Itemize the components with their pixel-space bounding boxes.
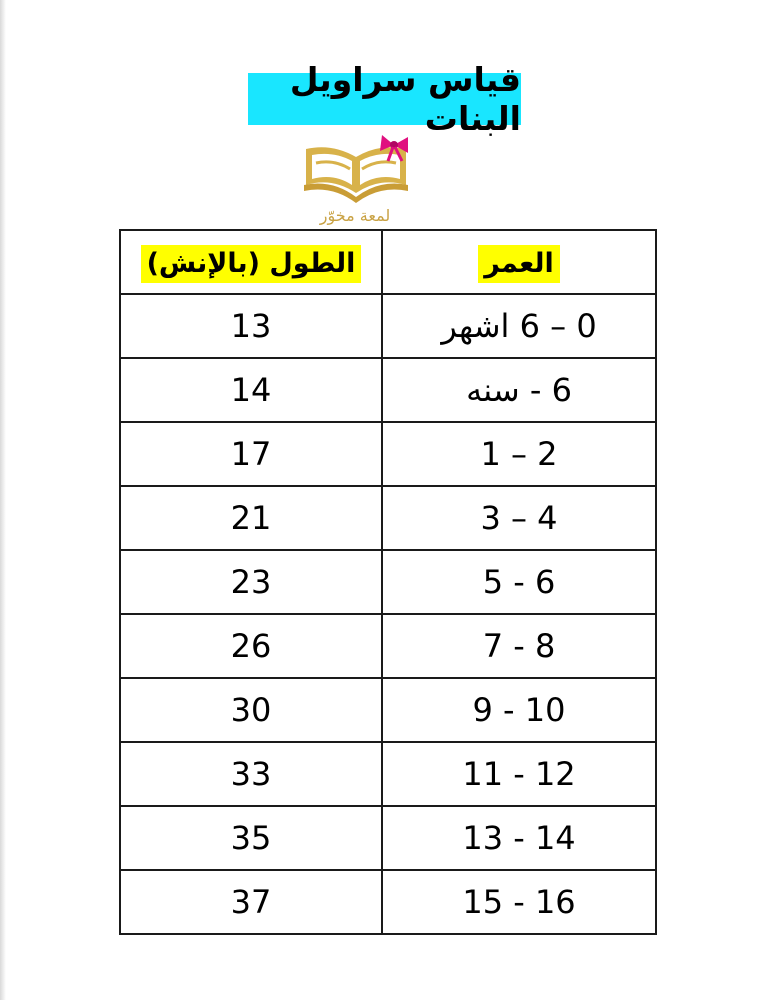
age-cell: 6 - سنه xyxy=(382,358,656,422)
table-header-row xyxy=(120,230,656,294)
book-bow-icon xyxy=(298,133,418,213)
age-cell: 13 - 14 xyxy=(382,806,656,870)
length-cell: 17 xyxy=(120,422,382,486)
table-row xyxy=(120,870,656,934)
length-cell: 37 xyxy=(120,870,382,934)
table-row xyxy=(120,742,656,806)
page-edge-shadow xyxy=(0,0,6,1000)
table-row xyxy=(120,294,656,358)
length-cell: 30 xyxy=(120,678,382,742)
length-cell: 13 xyxy=(120,294,382,358)
header-length: الطول (بالإنش) xyxy=(141,245,362,283)
length-cell: 35 xyxy=(120,806,382,870)
age-cell: 3 – 4 xyxy=(382,486,656,550)
table-row xyxy=(120,550,656,614)
table-row xyxy=(120,806,656,870)
age-cell: 15 - 16 xyxy=(382,870,656,934)
header-length-cell xyxy=(120,230,382,294)
length-cell: 26 xyxy=(120,614,382,678)
page-title: قياس سراويل البنات xyxy=(248,73,521,125)
length-cell: 14 xyxy=(120,358,382,422)
header-age: العمر xyxy=(478,245,560,283)
table-row xyxy=(120,614,656,678)
table-row xyxy=(120,678,656,742)
age-cell: 1 – 2 xyxy=(382,422,656,486)
table-row xyxy=(120,422,656,486)
age-cell: 5 - 6 xyxy=(382,550,656,614)
table-row xyxy=(120,486,656,550)
age-cell: 7 - 8 xyxy=(382,614,656,678)
size-table xyxy=(119,229,657,935)
header-age-cell xyxy=(382,230,656,294)
length-cell: 21 xyxy=(120,486,382,550)
table-row xyxy=(120,358,656,422)
length-cell: 23 xyxy=(120,550,382,614)
logo-text: لمعة مخوّر xyxy=(319,206,391,225)
length-cell: 33 xyxy=(120,742,382,806)
age-cell: 9 - 10 xyxy=(382,678,656,742)
age-cell: 0 – 6 اشهر xyxy=(382,294,656,358)
age-cell: 11 - 12 xyxy=(382,742,656,806)
